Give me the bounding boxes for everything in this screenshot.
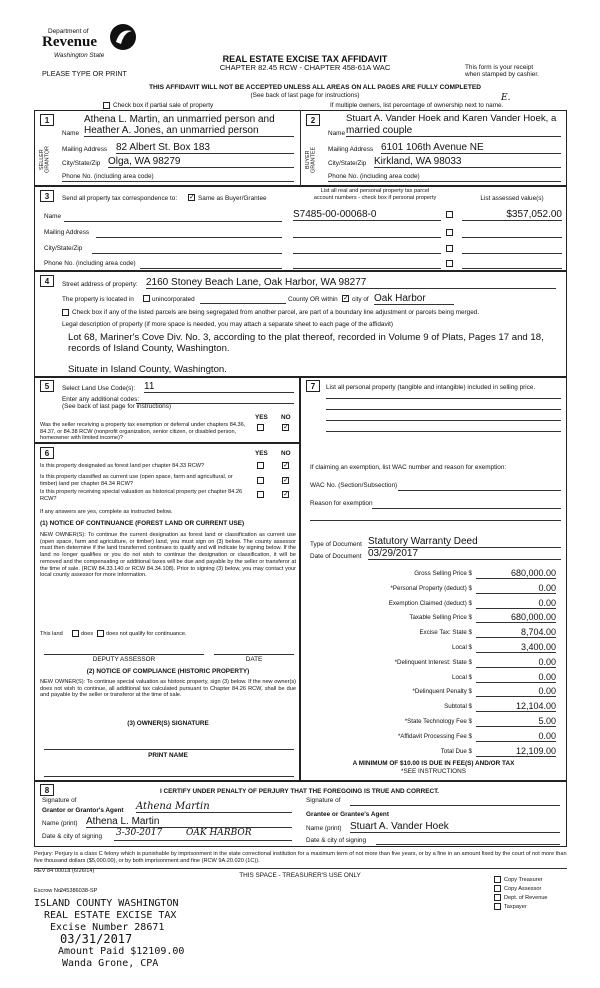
s6-if-yes: If any answers are yes, complete as instructed below. xyxy=(40,509,173,515)
logo-emblem-icon xyxy=(108,22,138,52)
parcel-1-personal-checkbox[interactable] xyxy=(446,211,453,218)
section-4-number: 4 xyxy=(40,275,54,287)
seller-city: Olga, WA 98279 xyxy=(108,156,294,168)
parcel-number: S7485-00-00068-0 xyxy=(293,209,441,221)
land-use-code: 11 xyxy=(144,381,294,393)
land-does-not-checkbox[interactable] xyxy=(97,630,104,637)
tax-row-label: *Delinquent Penalty $ xyxy=(412,688,472,696)
form-revision: REV 84 0001a (6/26/14) xyxy=(34,868,95,874)
tax-row-value: 0.00 xyxy=(476,598,556,609)
warning-banner: THIS AFFIDAVIT WILL NOT BE ACCEPTED UNLESS ALL AREAS ON ALL PAGES ARE FULLY COMPLETED xyxy=(148,84,482,91)
multiple-owners-note: If multiple owners, list percentage of ownership next to name. xyxy=(330,102,504,109)
s5-see-back: (See back of last page for instructions) xyxy=(62,403,172,410)
section-2-number: 2 xyxy=(306,114,320,126)
tax-row-label: Gross Selling Price $ xyxy=(414,570,472,577)
see-instructions-note: *SEE INSTRUCTIONS xyxy=(401,768,466,775)
s5-no-label: NO xyxy=(281,414,291,421)
grantor-date-city-label: Date & city of signing xyxy=(42,833,103,840)
tax-row-value: 680,000.00 xyxy=(476,568,556,579)
perjury-statement: Perjury: Perjury is a class C felony which is punishable by imprisonment in the state correctional institution for a maximum term of not more than five years, or by a fine in an amount fixed by the court of not more than five thousand dollars ($5,000.00), or by both imprisonment and fine (RCW 9A.20.020 (1C)). xyxy=(34,851,567,864)
s6-q1-no[interactable]: ✓ xyxy=(283,462,289,469)
s6-question-3: Is this property receiving special valuation as historical property per chapter 84.26 RCW? xyxy=(40,489,243,502)
located-in-label: The property is located in xyxy=(62,296,134,303)
s3-phone-label: Phone No. (including area code) xyxy=(44,260,136,267)
s6-question-1: Is this property designated as forest land per chapter 84.33 RCW? xyxy=(40,463,205,469)
segregated-checkbox[interactable] xyxy=(62,309,69,316)
copy-treasurer-checkbox[interactable] xyxy=(494,876,501,883)
stamp-line-2: REAL ESTATE EXCISE TAX xyxy=(44,910,177,921)
section-7-number: 7 xyxy=(306,380,320,392)
copy-dor-label: Dept. of Revenue xyxy=(504,895,548,901)
tax-row-label: Subtotal $ xyxy=(444,703,472,711)
deputy-date-label: DATE xyxy=(245,656,263,663)
does-not-label: does not qualify for continuance. xyxy=(106,631,187,637)
s3-mail-label: Mailing Address xyxy=(44,229,90,236)
s6-question-2: Is this property classified as current use (open space, farm and agricultural, or timber) land per chapter 84.34 RCW? xyxy=(40,474,233,487)
does-label: does xyxy=(81,631,94,637)
receipt-note-1: This form is your receipt xyxy=(465,64,534,71)
initials-mark: E. xyxy=(501,93,511,103)
buyer-mail: 6101 106th Avenue NE xyxy=(381,142,561,154)
s5-yes-label: YES xyxy=(255,414,268,421)
county-or-within: County OR within xyxy=(288,296,338,303)
s6-q3-yes[interactable] xyxy=(257,491,264,498)
tax-row-value: 0.00 xyxy=(476,731,556,742)
tax-row-label: Local $ xyxy=(452,644,472,651)
property-city: Oak Harbor xyxy=(374,293,454,305)
unincorporated-label: unincorporated xyxy=(152,296,195,303)
tax-row-label: Exemption Claimed (deduct) $ xyxy=(388,599,472,607)
personal-property-label: List all personal property (tangible and intangible) included in selling price. xyxy=(326,384,536,391)
grantee-agent-label: Grantee or Grantee's Agent xyxy=(306,811,389,818)
copy-treasurer-label: Copy Treasurer xyxy=(504,877,543,883)
owner-signature-label: (3) OWNER(S) SIGNATURE xyxy=(127,720,209,727)
notice-1-title: (1) NOTICE OF CONTINUANCE (FOREST LAND OR CURRENT USE) xyxy=(40,520,245,527)
buyer-phone-label: Phone No. (including area code) xyxy=(328,173,561,182)
tax-row-value: 3,400.00 xyxy=(476,642,556,653)
buyer-name-line1: Stuart A. Vander Hoek and Karen Vander Hoek, a xyxy=(346,113,557,124)
logo-revenue: Revenue xyxy=(42,34,97,50)
same-as-buyer-checkbox[interactable]: ✓ xyxy=(189,194,195,201)
grantor-agent-label: Grantor or Grantor's Agent xyxy=(42,807,124,814)
same-as-buyer-label: Same as Buyer/Grantee xyxy=(198,195,267,202)
s3-name-label: Name xyxy=(44,213,62,220)
doc-date-label: Date of Document xyxy=(310,553,362,560)
type-or-print: PLEASE TYPE OR PRINT xyxy=(42,69,127,78)
tax-row-label: *Delinquent Interest: State $ xyxy=(394,658,472,666)
copy-assessor-checkbox[interactable] xyxy=(494,885,501,892)
parcel-header-2: account numbers - check box if personal property xyxy=(313,195,437,201)
notice-1-body: NEW OWNER(S): To continue the current designation as forest land or classification as current use (open space, farm and agriculture, or timber) land, you must sign on (3) below. The county assessor must then determine if the land transferred continues to qualify and will indicate by signing below. If the land no longer qualifies or you do not wish to continue the designation or classification, it will be removed and the compensating or additional taxes will be due and payable by the seller or transferor at the time of sale. (RCW 84.33.140 or RCW 84.34.108). Prior to signing (3) below, you may contact your local county assessor for more information. xyxy=(40,532,296,579)
tax-row-value: 12,109.00 xyxy=(476,746,556,757)
minimum-due-note: A MINIMUM OF $10.00 IS DUE IN FEE(S) AND/OR TAX xyxy=(352,760,515,767)
city-of-label: city of xyxy=(352,296,369,303)
see-back: (See back of last page for instructions) xyxy=(250,92,360,99)
tax-row-value: 0.00 xyxy=(476,657,556,668)
parcel-4-personal-checkbox[interactable] xyxy=(446,260,453,267)
section-1-number: 1 xyxy=(40,114,54,126)
seller-city-label: City/State/Zip xyxy=(62,160,101,167)
tax-row-value: 0.00 xyxy=(476,686,556,697)
segregated-label: Check box if any of the listed parcels are being segregated from another parcel, are part of a boundary line adjustment or parcels being merged. xyxy=(72,309,480,316)
doc-date: 03/29/2017 xyxy=(368,548,561,560)
treasurer-use-label: THIS SPACE - TREASURER'S USE ONLY xyxy=(239,872,361,879)
logo-dept-of: Department of xyxy=(48,28,89,35)
parcel-2-personal-checkbox[interactable] xyxy=(446,229,453,236)
s6-yes-label: YES xyxy=(255,450,268,457)
form-title: REAL ESTATE EXCISE TAX AFFIDAVIT xyxy=(222,54,388,64)
buyer-mail-label: Mailing Address xyxy=(328,146,374,153)
legal-line-3: Situate in Island County, Washington. xyxy=(68,364,227,375)
legal-line-1: Lot 68, Mariner's Cove Div. No. 3, according to the plat thereof, recorded in Volume 9 of Plats, Pages 17 and 18, xyxy=(68,332,544,343)
wac-label: WAC No. (Section/Subsection) xyxy=(310,482,398,489)
tax-row-label: Excise Tax: State $ xyxy=(419,629,472,637)
section-5-number: 5 xyxy=(40,380,54,392)
tax-row-value: 680,000.00 xyxy=(476,612,556,623)
tax-row-label: *Personal Property (deduct) $ xyxy=(390,584,472,592)
tax-row-value: 8,704.00 xyxy=(476,627,556,638)
s6-no-label: NO xyxy=(281,450,291,457)
grantee-name-print-label: Name (print) xyxy=(306,825,342,832)
grantor-name: Athena L. Martin xyxy=(86,816,292,828)
tax-row-value: 0.00 xyxy=(476,583,556,594)
stamp-line-1: ISLAND COUNTY WASHINGTON xyxy=(34,898,179,909)
tax-row-label: *Affidavit Processing Fee $ xyxy=(397,732,472,740)
tax-row-label: Taxable Selling Price $ xyxy=(409,614,472,622)
stamp-line-6: Wanda Grone, CPA xyxy=(62,958,159,969)
notice-2-title: (2) NOTICE OF COMPLIANCE (HISTORIC PROPERTY) xyxy=(86,668,250,675)
dor-logo xyxy=(40,20,140,70)
section-6-number: 6 xyxy=(40,447,54,459)
s5-question: Was the seller receiving a property tax exemption or deferral under chapters 84.36, 84.37, or 84.38 RCW (nonprofit organization, senior citizen, or disabled person, homeowner with limited income)? xyxy=(40,422,246,442)
buyer-name-line2: married couple xyxy=(346,125,561,137)
land-does-label: This land xyxy=(40,631,63,637)
property-street: 2160 Stoney Beach Lane, Oak Harbor, WA 98277 xyxy=(146,277,556,289)
grantee-date-city-label: Date & city of signing xyxy=(306,837,367,844)
seller-mail-label: Mailing Address xyxy=(62,146,108,153)
doc-type: Statutory Warranty Deed xyxy=(368,536,561,548)
s6-q2-yes[interactable] xyxy=(257,477,264,484)
unincorporated-checkbox[interactable] xyxy=(143,295,150,302)
deputy-assessor-label: DEPUTY ASSESSOR xyxy=(92,656,156,663)
partial-sale-label: Check box if partial sale of property xyxy=(113,102,214,109)
tax-row-label: Total Due $ xyxy=(440,747,472,755)
assessed-header: List assessed value(s) xyxy=(480,195,544,202)
copy-taxpayer-checkbox[interactable] xyxy=(494,903,501,910)
s3-city-label: City/State/Zip xyxy=(44,245,83,252)
copy-taxpayer-label: Taxpayer xyxy=(504,904,527,910)
tax-row-label: *State Technology Fee $ xyxy=(404,718,472,725)
s6-q3-no[interactable]: ✓ xyxy=(283,491,289,498)
seller-name-label: Name xyxy=(62,130,80,137)
copy-dor-checkbox[interactable] xyxy=(494,894,501,901)
notice-2-body: NEW OWNER(S): To continue special valuation as historic property, sign (3) below. If the new owner(s) does not wish to continue, all additional tax calculated pursuant to Chapter 84.26 RCW, shall be due and payable by the seller or transferor at the time of sale. xyxy=(40,679,296,699)
print-name-label: PRINT NAME xyxy=(148,752,188,759)
reason-label: Reason for exemption xyxy=(310,500,373,507)
escrow-number: 245386038-SP xyxy=(60,888,98,894)
escrow-label: Escrow No.: xyxy=(34,888,65,894)
parcel-header-1: List all real and personal property tax parcel xyxy=(320,188,430,194)
certify-statement: I CERTIFY UNDER PENALTY OF PERJURY THAT THE FOREGOING IS TRUE AND CORRECT. xyxy=(160,788,440,795)
seller-name-line1: Athena L. Martin, an unmarried person and xyxy=(84,114,275,125)
tax-row-value: 5.00 xyxy=(476,716,556,727)
form-chapter: CHAPTER 82.45 RCW - CHAPTER 458-61A WAC xyxy=(219,63,391,72)
seller-phone-label: Phone No. (including area code) xyxy=(62,173,294,182)
doc-type-label: Type of Document xyxy=(310,541,362,548)
legal-line-2: records of Island County, Washington. xyxy=(68,343,230,354)
seller-mail: 82 Albert St. Box 183 xyxy=(116,142,294,154)
grantor-name-print-label: Name (print) xyxy=(42,820,78,827)
stamp-line-4: 03/31/2017 xyxy=(60,932,133,946)
s5-yes-checkbox[interactable] xyxy=(257,424,264,431)
section-8-number: 8 xyxy=(40,784,54,796)
grantee-name: Stuart A. Vander Hoek xyxy=(350,821,560,833)
receipt-note-2: when stamped by cashier. xyxy=(465,71,539,78)
stamp-line-5: Amount Paid $12109.00 xyxy=(58,946,185,957)
grantor-date: 3-30-2017 xyxy=(116,828,163,838)
additional-codes-label: Enter any additional codes: xyxy=(62,396,140,403)
exemption-label: If claiming an exemption, list WAC number and reason for exemption: xyxy=(310,464,507,471)
grantee-signature-of: Signature of xyxy=(306,797,341,804)
land-does-checkbox[interactable] xyxy=(72,630,79,637)
tax-row-value: 12,104.00 xyxy=(476,701,556,712)
buyer-name-label: Name xyxy=(328,130,346,137)
seller-side-label: SELLER GRANTOR xyxy=(39,146,51,174)
city-of-checkbox[interactable]: ✓ xyxy=(343,295,349,302)
partial-sale-checkbox[interactable] xyxy=(103,102,110,109)
copy-assessor-label: Copy Assessor xyxy=(504,886,542,892)
section-3-number: 3 xyxy=(40,190,54,202)
seller-name-line2: Heather A. Jones, an unmarried person xyxy=(84,125,294,137)
logo-washington-state: Washington State xyxy=(54,52,105,59)
s6-q1-yes[interactable] xyxy=(257,462,264,469)
tax-row-label: Local $ xyxy=(452,673,472,681)
legal-description-label: Legal description of property (if more space is needed, you may attach a separate sheet to each page of the affidavit) xyxy=(62,321,393,328)
grantor-city: OAK HARBOR xyxy=(186,828,252,838)
buyer-city: Kirkland, WA 98033 xyxy=(374,156,561,168)
parcel-3-personal-checkbox[interactable] xyxy=(446,245,453,252)
land-use-label: Select Land Use Code(s): xyxy=(62,385,136,392)
grantor-signature-of: Signature of xyxy=(42,797,77,804)
tax-row-value: 0.00 xyxy=(476,672,556,683)
assessed-value: $357,052.00 xyxy=(462,209,562,221)
grantor-signature: Athena Martin xyxy=(136,801,292,813)
stamp-line-3: Excise Number 28671 xyxy=(50,922,165,933)
buyer-city-label: City/State/Zip xyxy=(328,160,367,167)
street-label: Street address of property: xyxy=(62,281,138,288)
s5-no-checkbox[interactable]: ✓ xyxy=(283,424,289,431)
s6-q2-no[interactable]: ✓ xyxy=(283,477,289,484)
buyer-side-label: BUYER GRANTEE xyxy=(305,146,317,174)
send-correspondence-label: Send all property tax correspondence to: xyxy=(62,195,178,202)
